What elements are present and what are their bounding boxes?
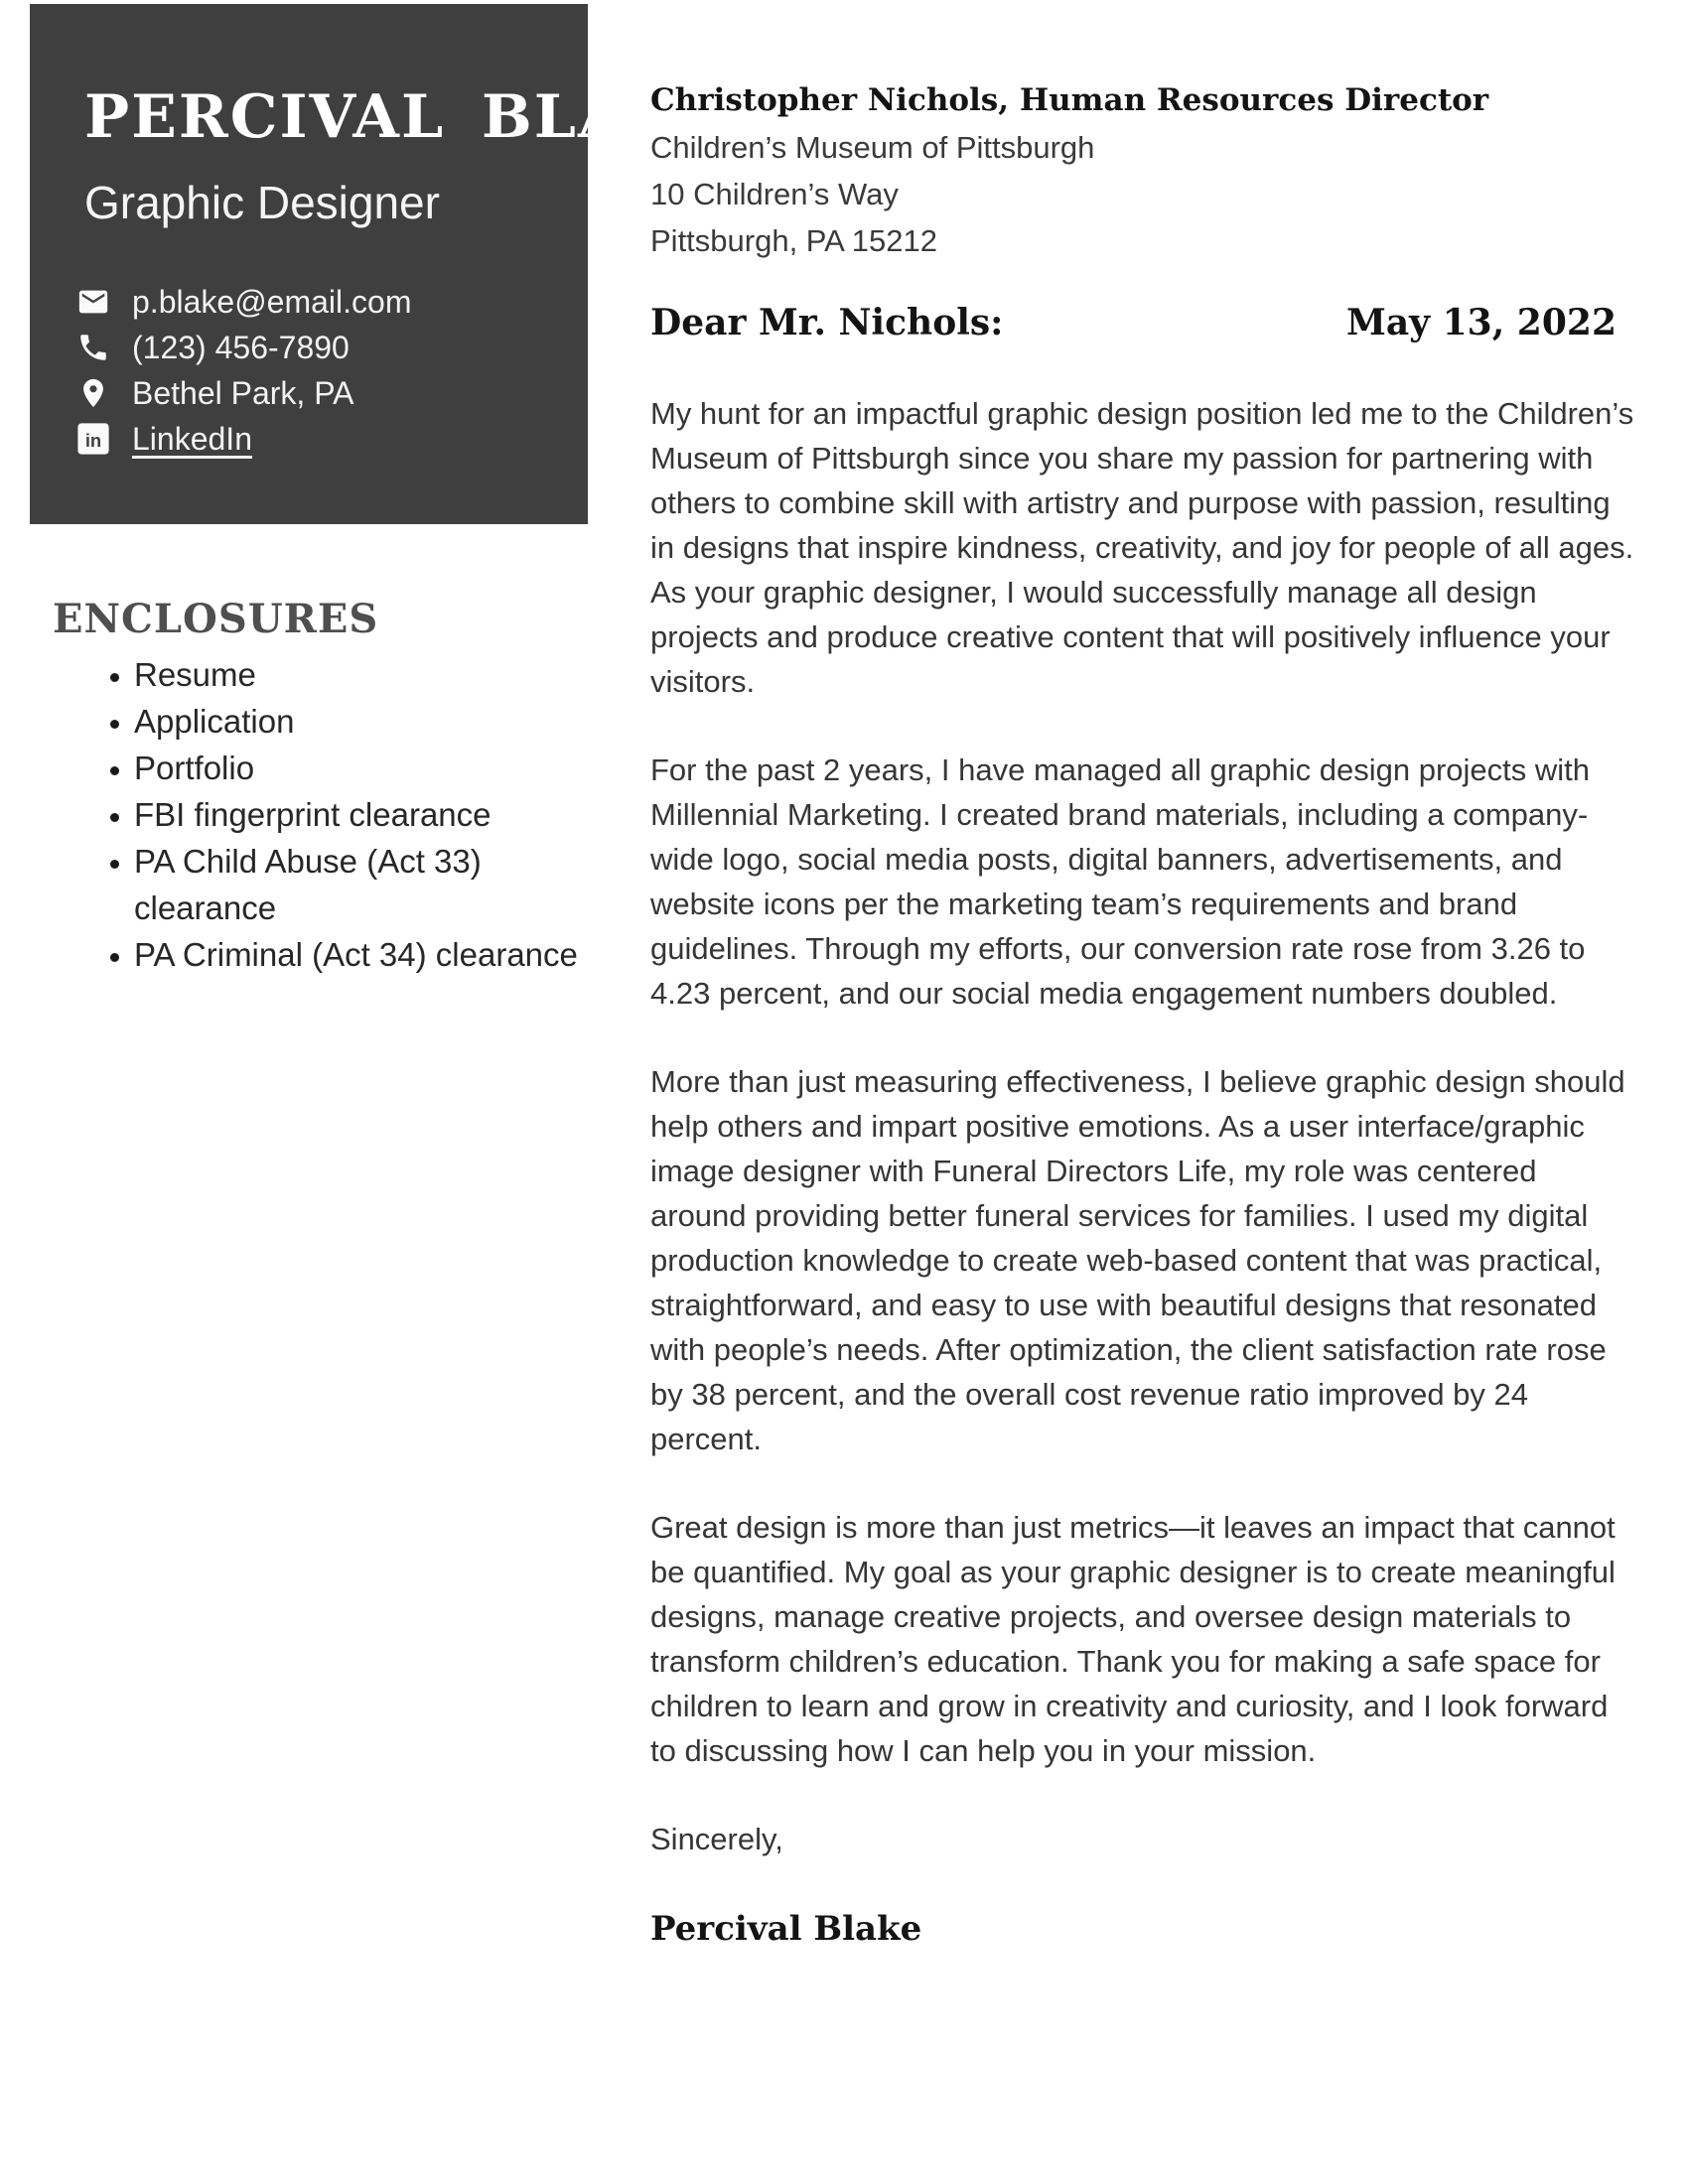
enclosure-item: • Application — [134, 698, 594, 745]
email-icon — [76, 285, 110, 319]
salutation-row — [650, 298, 1638, 347]
enclosures-section — [53, 596, 594, 978]
location-icon — [76, 376, 110, 410]
enclosure-item: • Resume — [134, 651, 594, 698]
person-name: PERCIVAL BLAKE — [84, 82, 728, 152]
enclosure-item: • PA Child Abuse (Act 33) clearance — [134, 838, 594, 931]
recipient-city: Pittsburgh, PA 15212 — [650, 223, 937, 258]
enclosures-list — [53, 651, 594, 978]
recipient-company: Children’s Museum of Pittsburgh — [650, 130, 1095, 165]
sidebar — [30, 4, 728, 524]
closing: Sincerely, — [650, 1822, 783, 1856]
letter-body — [650, 77, 1638, 1952]
phone-text: (123) 456-7890 — [132, 329, 350, 365]
letter-paragraph-4: Great design is more than just metrics—it leaves an impact that cannot be quantified. My goal as your graphic designer is to create meaningful designs, manage creative projects, and oversee design materials to transform children’s education. Thank you for making a safe space for children to learn and grow in creativity and curiosity, and I look forward to discussing how I can help you in your mission. — [650, 1510, 1616, 1768]
enclosure-item: • PA Criminal (Act 34) clearance — [134, 931, 594, 978]
letter-date: May 13, 2022 — [1346, 302, 1617, 343]
job-title: Graphic Designer — [84, 177, 440, 228]
letter-paragraph-2: For the past 2 years, I have managed all graphic design projects with Millennial Marketing. I created brand materials, including a company-wide logo, social media posts, digital banners, advertisements, and website icons per the marketing team’s requirements and brand guidelines. Through my efforts, our conversion rate rose from 3.26 to 4.23 percent, and our social media engagement numbers doubled. — [650, 752, 1591, 1011]
contact-row-location — [76, 370, 552, 416]
letter-paragraph-1: My hunt for an impactful graphic design position led me to the Children’s Museum of Pittsburgh since you share my passion for partnering with others to combine skill with artistry and purpose with passion, resulting in designs that inspire kindness, creativity, and joy for people of all ages. As your graphic designer, I would successfully manage all design projects and produce creative content that will positively influence your visitors. — [650, 396, 1634, 699]
enclosure-item: • FBI fingerprint clearance — [134, 791, 594, 838]
signature-name: Percival Blake — [650, 1909, 922, 1949]
email-text: p.blake@email.com — [132, 283, 412, 320]
contact-row-linkedin — [76, 416, 552, 462]
contact-row-phone — [76, 325, 552, 370]
phone-icon — [76, 331, 110, 364]
salutation: Dear Mr. Nichols: — [650, 302, 1004, 343]
recipient-name: Christopher Nichols, Human Resources Director — [650, 82, 1489, 118]
recipient-street: 10 Children’s Way — [650, 177, 899, 211]
linkedin-link[interactable]: LinkedIn — [132, 420, 252, 457]
linkedin-icon — [76, 422, 110, 456]
enclosures-heading: ENCLOSURES — [53, 596, 379, 642]
recipient-block — [650, 77, 1638, 264]
svg-text:in: in — [84, 429, 102, 451]
contact-row-email — [76, 279, 552, 325]
letter-paragraph-3: More than just measuring effectiveness, I believe graphic design should help others and impart positive emotions. As a user interface/graphic image designer with Funeral Directors Life, my role was centered around providing better funeral services for families. I used my digital production knowledge to create web-based content that was practical, straightforward, and easy to use with beautiful designs that resonated with people’s needs. After optimization, the client satisfaction rate rose by 38 percent, and the overall cost revenue ratio improved by 24 percent. — [650, 1064, 1625, 1456]
enclosure-item: • Portfolio — [134, 745, 594, 791]
contact-list — [84, 279, 552, 462]
location-text: Bethel Park, PA — [132, 374, 354, 411]
